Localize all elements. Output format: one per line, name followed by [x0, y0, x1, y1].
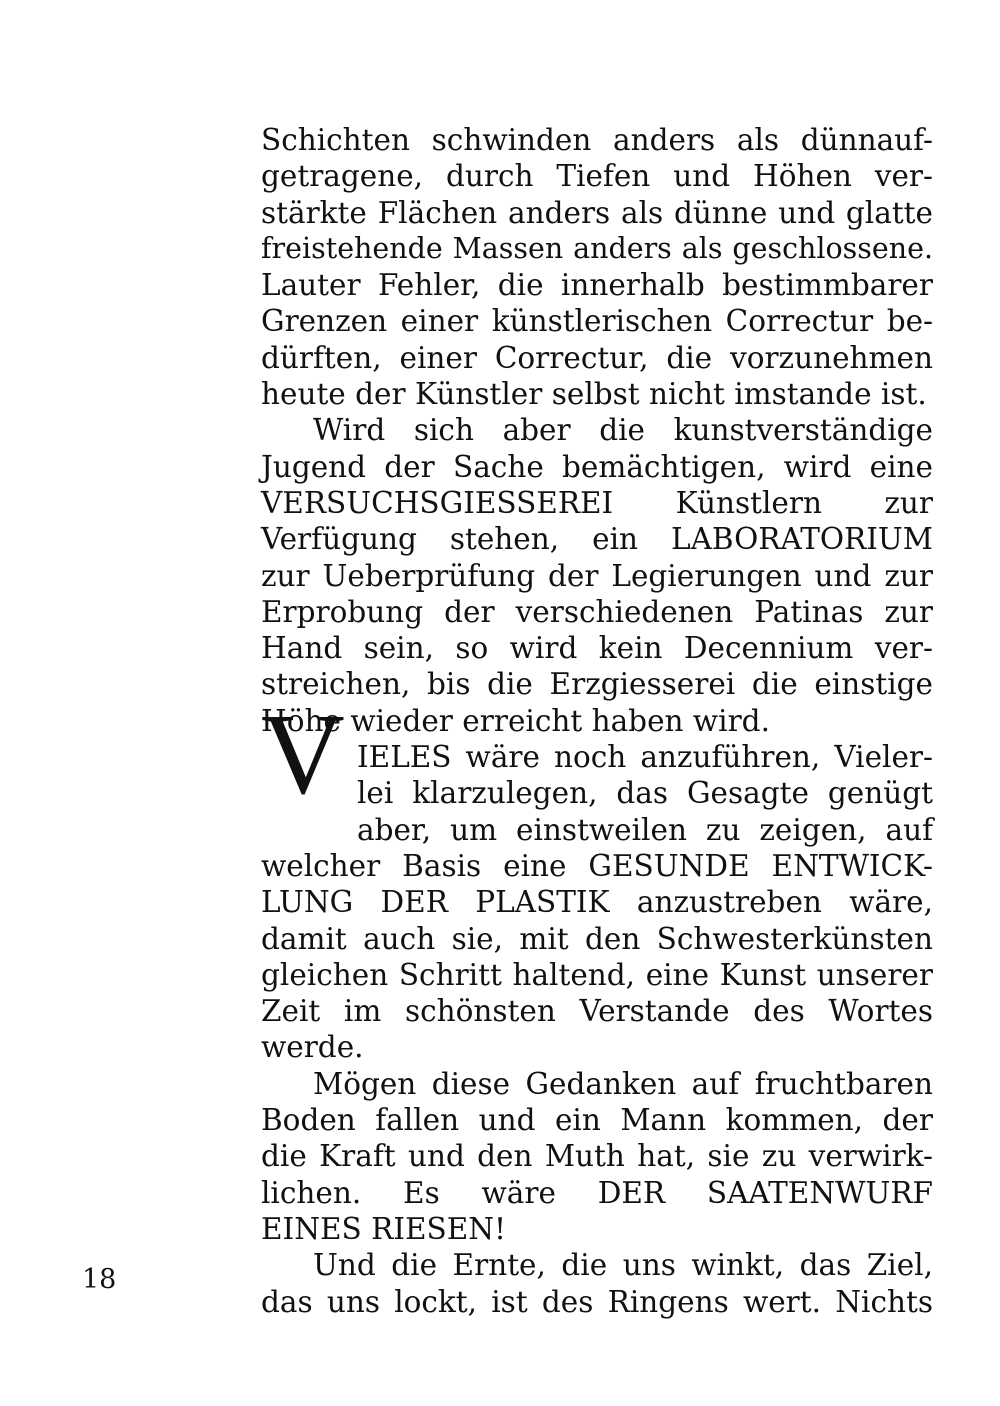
text-line: das uns lockt, ist des Ringens wert. Nichts	[261, 1284, 933, 1319]
text-line: LUNG DER PLASTIK anzustreben wäre,	[261, 885, 933, 920]
text-line: zur Ueberprüfung der Legierungen und zur	[261, 558, 933, 593]
drop-cap: V	[261, 691, 345, 819]
text-line: lichen. Es wäre DER SAATENWURF	[261, 1175, 933, 1210]
text-line: Boden fallen und ein Mann kommen, der	[261, 1103, 933, 1138]
text-line: Hand sein, so wird kein Decennium ver-	[261, 631, 933, 666]
text-line: lei klarzulegen, das Gesagte genügt	[357, 776, 933, 811]
text-line: aber, um einstweilen zu zeigen, auf	[357, 812, 933, 847]
body-text	[261, 122, 933, 1320]
text-line: IELES wäre noch anzuführen, Vieler-	[357, 740, 933, 775]
text-line: getragene, durch Tiefen und Höhen ver-	[261, 159, 933, 194]
text-line: Lauter Fehler, die innerhalb bestimmbarer	[261, 268, 933, 303]
text-line: streichen, bis die Erzgiesserei die einstige	[261, 667, 933, 702]
text-line: stärkte Flächen anders als dünne und glatte	[261, 195, 933, 230]
text-line: EINES RIESEN!	[261, 1211, 506, 1246]
text-line: dürften, einer Correctur, die vorzunehmen	[261, 340, 933, 375]
text-line: Verfügung stehen, ein LABORATORIUM	[261, 522, 933, 557]
text-line: Und die Ernte, die uns winkt, das Ziel,	[313, 1248, 933, 1283]
text-line: die Kraft und den Muth hat, sie zu verwirk-	[261, 1139, 933, 1174]
page-number: 18	[82, 1264, 117, 1295]
text-line: Jugend der Sache bemächtigen, wird eine	[261, 449, 933, 484]
text-line: gleichen Schritt haltend, eine Kunst unserer	[261, 957, 933, 992]
text-line: damit auch sie, mit den Schwesterkünsten	[261, 921, 933, 956]
text-line: welcher Basis eine GESUNDE ENTWICK-	[261, 848, 933, 883]
text-line: freistehende Massen anders als geschlossene.	[261, 231, 933, 265]
text-line: Zeit im schönsten Verstande des Wortes	[261, 994, 933, 1029]
text-line: Mögen diese Gedanken auf fruchtbaren	[313, 1066, 933, 1101]
text-line: Grenzen einer künstlerischen Correctur be-	[261, 304, 933, 339]
text-line: Erprobung der verschiedenen Patinas zur	[261, 594, 933, 629]
text-line: Wird sich aber die kunstverständige	[313, 413, 933, 448]
text-line: werde.	[261, 1030, 364, 1065]
text-line: Höhe wieder erreicht haben wird.	[261, 703, 770, 738]
text-line: VERSUCHSGIESSEREI Künstlern zur	[261, 485, 933, 520]
text-line: Schichten schwinden anders als dünnauf-	[261, 123, 933, 157]
text-line: heute der Künstler selbst nicht imstande ist.	[261, 377, 927, 412]
